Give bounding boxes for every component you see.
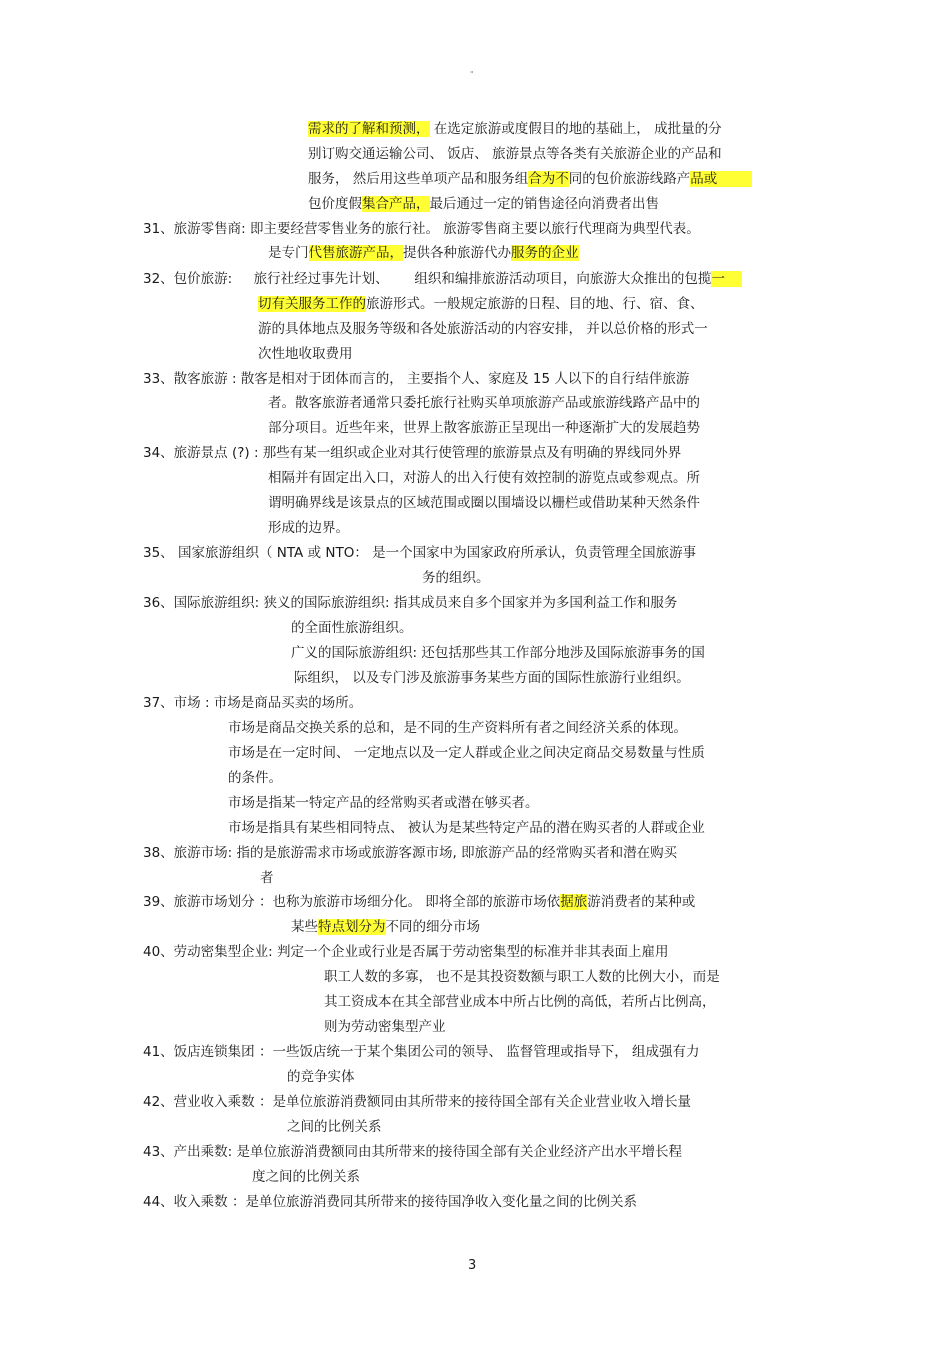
highlight-1: 需求的了解和预测， [308, 121, 430, 137]
line-23: 际组织， 以及专门涉及旅游事务某些方面的国际性旅游行业组织。 [294, 670, 690, 686]
line-38: 41、饭店连锁集团 ：一些饭店统一于某个集团公司的领导、 监督管理或指导下， 组成强有力 [143, 1044, 700, 1060]
highlight-10: 特点划分为 [318, 919, 386, 935]
highlight-2: 合为不 [528, 171, 569, 187]
line-24: 37、市场 : 市场是商品买卖的场所。 [143, 695, 363, 711]
line-20: 36、国际旅游组织: 狭义的国际旅游组织: 指其成员来自多个国家并为多国利益工作和服务 [143, 595, 678, 611]
line-10: 次性地收取费用 [258, 346, 353, 362]
page-number: 3 [468, 1258, 477, 1273]
line-41: 之间的比例关系 [287, 1119, 382, 1135]
line-44: 44、收入乘数 ：是单位旅游消费同其所带来的接待国净收入变化量之间的比例关系 [143, 1194, 637, 1210]
line-36: 其工资成本在其全部营业成本中所占比例的高低，若所占比例高， [324, 994, 716, 1010]
line-5: 31、旅游零售商: 即主要经营零售业务的旅行社。 旅游零售商主要以旅行代理商为典型代表。 [143, 221, 700, 237]
highlight-3: 品或 [690, 171, 752, 187]
line-37: 则为劳动密集型产业 [324, 1019, 446, 1035]
line-30: 38、旅游市场: 指的是旅游需求市场或旅游客源市场, 即旅游产品的经常购买者和潜在购买 [143, 845, 678, 861]
line-25: 市场是商品交换关系的总和，是不同的生产资料所有者之间经济关系的体现。 [228, 720, 687, 736]
line-18: 35、 国家旅游组织（ NTA 或 NTO： 是一个国家中为国家政府所承认，负责管理全国旅游事 [143, 545, 697, 561]
line-16: 谓明确界线是该景点的区域范围或圈以围墙设以栅栏或借助某种天然条件 [268, 495, 700, 511]
line-21: 的全面性旅游组织。 [291, 620, 413, 636]
line-40: 42、营业收入乘数 ：是单位旅游消费额同由其所带来的接待国全部有关企业营业收入增长量 [143, 1094, 691, 1110]
line-13: 部分项目。近些年来，世界上散客旅游正呈现出一种逐渐扩大的发展趋势 [268, 420, 700, 436]
highlight-7: 一 [711, 271, 743, 287]
highlight-6: 服务的企业 [511, 245, 579, 261]
line-34: 40、劳动密集型企业: 判定一个企业或行业是否属于劳动密集型的标准并非其表面上雇用 [143, 944, 669, 960]
line-4: 包价度假集合产品，最后通过一定的销售途径向消费者出售 [308, 196, 659, 212]
line-1: 需求的了解和预测， 在选定旅游或度假目的地的基础上， 成批量的分 [308, 121, 722, 137]
line-39: 的竞争实体 [287, 1069, 355, 1085]
highlight-9: 据旅 [560, 894, 588, 910]
line-9: 游的具体地点及服务等级和各处旅游活动的内容安排， 并以总价格的形式一 [258, 321, 708, 337]
line-14: 34、旅游景点 (?) : 那些有某一组织或企业对其行使管理的旅游景点及有明确的界线同外界 [143, 445, 682, 461]
line-2: 别订购交通运输公司、 饭店、 旅游景点等各类有关旅游企业的产品和 [308, 146, 722, 162]
line-27: 的条件。 [228, 770, 282, 786]
line-15: 相隔并有固定出入口，对游人的出入行使有效控制的游览点或参观点。所 [268, 470, 700, 486]
line-33: 某些特点划分为不同的细分市场 [291, 919, 480, 935]
line-17: 形成的边界。 [268, 520, 349, 536]
line-43: 度之间的比例关系 [252, 1169, 360, 1185]
line-11: 33、散客旅游 : 散客是相对于团体而言的， 主要指个人、家庭及 15 人以下的自行结伴旅游 [143, 371, 690, 387]
line-29: 市场是指具有某些相同特点、 被认为是某些特定产品的潜在购买者的人群或企业 [228, 820, 705, 836]
line-22: 广义的国际旅游组织: 还包括那些其工作部分地涉及国际旅游事务的国 [291, 645, 705, 661]
line-8: 切有关服务工作的旅游形式。一般规定旅游的日程、目的地、行、宿、食、 [258, 296, 704, 312]
line-32: 39、旅游市场划分 ：也称为旅游市场细分化。 即将全部的旅游市场依据旅游消费者的某种或 [143, 894, 696, 910]
line-26: 市场是在一定时间、 一定地点以及一定人群或企业之间决定商品交易数量与性质 [228, 745, 705, 761]
line-31: 者 [260, 870, 274, 886]
highlight-4: 集合产品， [362, 196, 430, 212]
line-7: 32、包价旅游: 旅行社经过事先计划、 组织和编排旅游活动项目，向旅游大众推出的包揽一 [143, 271, 743, 287]
line-6: 是专门代售旅游产品，提供各种旅游代办服务的企业 [268, 245, 579, 261]
highlight-8: 切有关服务工作的 [258, 296, 366, 312]
line-3: 服务， 然后用这些单项产品和服务组合为不同的包价旅游线路产品或 [308, 171, 752, 187]
highlight-5: 代售旅游产品， [308, 245, 403, 261]
header-mark: " [470, 70, 474, 79]
line-12: 者。散客旅游者通常只委托旅行社购买单项旅游产品或旅游线路产品中的 [268, 395, 700, 411]
line-42: 43、产出乘数: 是单位旅游消费额同由其所带来的接待国全部有关企业经济产出水平增长程 [143, 1144, 683, 1160]
line-19: 务的组织。 [422, 570, 490, 586]
line-35: 职工人数的多寡， 也不是其投资数额与职工人数的比例大小，而是 [324, 969, 720, 985]
line-28: 市场是指某一特定产品的经常购买者或潜在够买者。 [228, 795, 539, 811]
